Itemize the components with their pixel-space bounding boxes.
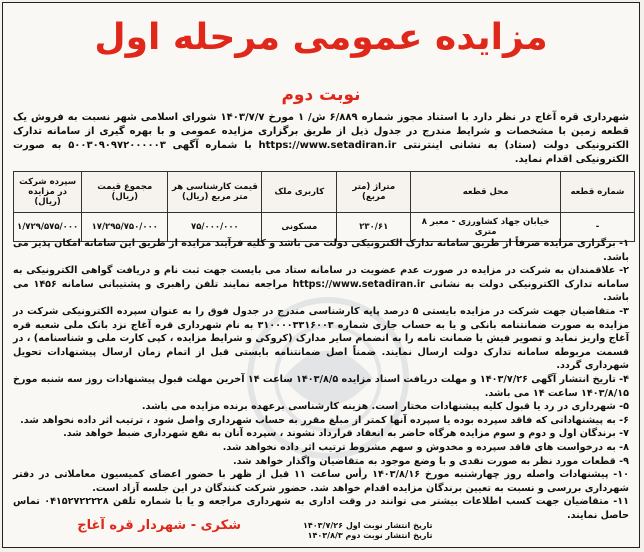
col-deposit: سپرده شرکت در مزایده (ریال): [14, 172, 82, 213]
condition-item: ۱- برگزاری مزایده صرفاً از طریق سامانه تدارک الکترونیکی دولت می باشد و کلیه فرآیند مزایده از طریق این سامانه امکان پذیر می باشد.: [13, 238, 629, 263]
col-plot-number: شماره قطعه: [560, 172, 634, 213]
cell-plot-location: خیابان جهاد کشاورزی - معبر ۸ متری: [411, 213, 561, 242]
condition-item: ۷- برندگان اول و دوم و سوم مزایده هرگاه حاضر به انعقاد قرارداد نشوند ، سپرده آنان به نفع شهرداری ضبط خواهد شد.: [63, 428, 629, 440]
publication-dates: [303, 521, 432, 541]
mayor-signature: شکری - شهردار قره آغاج: [77, 518, 241, 533]
intro-paragraph: شهرداری قره آغاج در نظر دارد با استناد مجوز شماره ۶/۸۸۹ ش/ ۱ مورخ ۱۴۰۳/۷/۷ شورای اسلامی شهر نسبت به فروش یک قطعه زمین با مشخصات و شرایط مندرج در جدول ذیل از طریق برگزاری مزایده عمومی و با بهره گیری از سامانه تدارک الکترونیکی دولت (ستاد) به نشانی اینترنتی https://www.setadiran.ir با شماره آگهی ۵۰۰۳۰۹۰۹۷۲۰۰۰۰۰۳ به صورت الکترونیکی اقدام نماید.: [13, 112, 629, 165]
cell-plot-number: -: [560, 213, 634, 242]
auction-table: [13, 171, 635, 242]
cell-total-price: ۱۷/۲۹۵/۷۵۰/۰۰۰: [82, 213, 168, 242]
cell-deposit: ۱/۷۲۹/۵۷۵/۰۰۰: [14, 213, 82, 242]
conditions-list: [13, 237, 629, 522]
condition-item: ۱۱- متقاضیان جهت کسب اطلاعات بیشتر می توانند در وقت اداری به شهرداری مراجعه و یا با شماره تلفن ۰۴۱۵۲۷۲۲۲۲۸ تماس حاصل نمایند.: [13, 496, 629, 521]
table-header-row: [14, 172, 635, 213]
notice-title: مزایده عمومی مرحله اول: [94, 17, 548, 58]
cell-unit-price: ۷۵/۰۰۰/۰۰۰: [168, 213, 262, 242]
condition-item: ۵- شهرداری در رد یا قبول کلیه پیشنهادات مختار است. هزینه کارشناسی برعهده برنده مزایده می باشد.: [141, 401, 629, 413]
col-usage: کاربری ملک: [262, 172, 337, 213]
condition-item: ۳- متقاضیان جهت شرکت در مزایده بایستی ۵ درصد پایه کارشناسی مندرج در جدول فوق را به عنوان سپرده الکترونیکی شرکت در مزایده به صورت ضمانتنامه بانکی و یا به حساب جاری شماره ۳۱۰۰۰۰۳۳۱۶۰۰۳ به نام شهرداری قره آغاج نزد بانک ملی شعبه قره آغاج واریز نماید و تصویر فیش یا ضمانت نامه را به انضمام سایر مدارک (کروکی و شرایط مزایده ، کپی کارت ملی و شناسنامه) ، در قسمت مربوطه سامانه تدارک دولت ارسال نمایند. ضمناً اصل ضمانتنامه بایستی قبل از اتمام زمان ارسال پیشنهادات تحویل شهرداری گردد.: [13, 305, 629, 372]
condition-item: ۸- به درخواست های فاقد سپرده و مخدوش و سهم مشروط ترتیب اثر داده نخواهد شد.: [222, 441, 629, 453]
condition-item: ۶- به پیشنهاداتی که فاقد سپرده بوده یا سپرده آنها کمتر از مبلغ مقرر به حساب شهرداری واصل شود ، ترتیب اثر داده نخواهد شد.: [20, 414, 629, 426]
col-total-price: مجموع قیمت (ریال): [82, 172, 168, 213]
cell-usage: مسکونی: [262, 213, 337, 242]
condition-item: ۱۰- پیشنهادات واصله روز چهارشنبه مورخ ۱۴۰۳/۸/۱۶ رأس ساعت ۱۱ قبل از ظهر با حضور اعضای کمیسیون معاملاتی در دفتر شهرداری بررسی و نسبت به تعیین برندگان مزایده اقدام خواهد شد. حضور شرکت کنندگان در این جلسه آزاد است.: [13, 469, 629, 494]
first-publication-date: تاریخ انتشار نوبت اول ۱۴۰۳/۷/۲۶: [303, 521, 433, 530]
condition-item: ۹- قطعات مورد نظر به صورت نقدی و با وضع موجود به متقاضیان واگذار خواهد شد.: [233, 455, 629, 467]
notice-sheet: [2, 2, 640, 548]
col-plot-location: محل قطعه: [411, 172, 561, 213]
col-unit-price: قیمت کارشناسی هر متر مربع (ریال): [168, 172, 262, 213]
second-publication-date: تاریخ انتشار نوبت دوم ۱۴۰۳/۸/۳: [307, 531, 433, 540]
condition-item: ۲- علاقمندان به شرکت در مزایده در صورت عدم عضویت در سامانه ستاد می بایست جهت ثبت نام و دریافت گواهی الکترونیکی به سامانه تدارک الکترونیکی دولت به نشانی https://www.setadiran.ir مراجعه نمایند تلفن راهبری و پشتیبانی سامانه ۱۴۵۶ می باشد.: [13, 265, 629, 304]
condition-item: ۴- تاریخ انتشار آگهی ۱۴۰۳/۷/۲۶ و مهلت دریافت اسناد مزایده ۱۴۰۳/۸/۵ ساعت ۱۴ آخرین مهلت قبول پیشنهادات روز سه شنبه مورخ ۱۴۰۳/۸/۱۵ ساعت ۱۴ می باشد.: [13, 373, 630, 399]
col-area: متراژ (متر مربع): [337, 172, 411, 213]
notice-subtitle: نوبت دوم: [281, 85, 361, 105]
cell-area: ۲۳۰/۶۱: [337, 213, 411, 242]
